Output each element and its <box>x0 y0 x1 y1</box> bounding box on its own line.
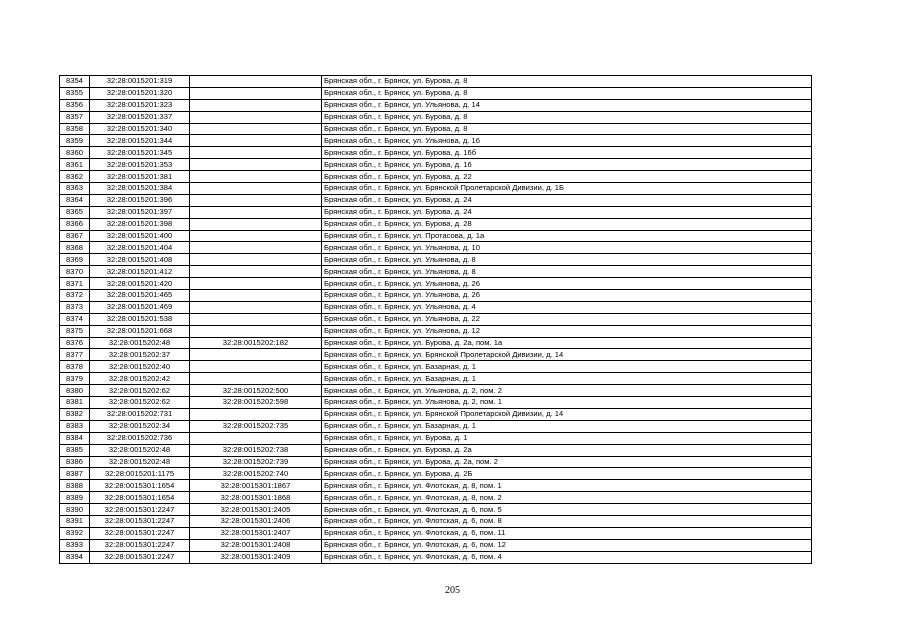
cadastral-number-cell: 32:28:0015201:465 <box>90 290 190 302</box>
address-cell: Брянская обл., г. Брянск, ул. Бурова, д. 8 <box>322 111 812 123</box>
address-cell: Брянская обл., г. Брянск, ул. Базарная, д. 1 <box>322 420 812 432</box>
table-row <box>60 171 812 183</box>
row-number-cell: 8393 <box>60 539 90 551</box>
row-number-cell: 8369 <box>60 254 90 266</box>
address-cell: Брянская обл., г. Брянск, ул. Брянской Пролетарской Дивизии, д. 14 <box>322 408 812 420</box>
property-table-body <box>60 76 812 564</box>
address-cell: Брянская обл., г. Брянск, ул. Брянской Пролетарской Дивизии, д. 14 <box>322 349 812 361</box>
table-row <box>60 432 812 444</box>
table-row <box>60 349 812 361</box>
row-number-cell: 8370 <box>60 266 90 278</box>
address-cell: Брянская обл., г. Брянск, ул. Бурова, д. 8 <box>322 123 812 135</box>
row-number-cell: 8363 <box>60 183 90 195</box>
table-row <box>60 444 812 456</box>
address-cell: Брянская обл., г. Брянск, ул. Ульянова, д. 26 <box>322 278 812 290</box>
cadastral-number-cell: 32:28:0015201:469 <box>90 301 190 313</box>
address-cell: Брянская обл., г. Брянск, ул. Ульянова, д. 8 <box>322 254 812 266</box>
cadastral-number-cell: 32:28:0015301:2247 <box>90 504 190 516</box>
building-number-cell <box>190 254 322 266</box>
building-number-cell <box>190 325 322 337</box>
row-number-cell: 8391 <box>60 515 90 527</box>
table-row <box>60 361 812 373</box>
table-row <box>60 468 812 480</box>
building-number-cell <box>190 206 322 218</box>
row-number-cell: 8387 <box>60 468 90 480</box>
address-cell: Брянская обл., г. Брянск, ул. Ульянова, д. 10 <box>322 242 812 254</box>
row-number-cell: 8365 <box>60 206 90 218</box>
cadastral-number-cell: 32:28:0015202:736 <box>90 432 190 444</box>
building-number-cell: 32:28:0015301:1868 <box>190 492 322 504</box>
cadastral-number-cell: 32:28:0015201:400 <box>90 230 190 242</box>
address-cell: Брянская обл., г. Брянск, ул. Бурова, д. 2а, пом. 2 <box>322 456 812 468</box>
address-cell: Брянская обл., г. Брянск, ул. Ульянова, д. 8 <box>322 266 812 278</box>
address-cell: Брянская обл., г. Брянск, ул. Ульянова, д. 16 <box>322 135 812 147</box>
row-number-cell: 8373 <box>60 301 90 313</box>
cadastral-number-cell: 32:28:0015201:538 <box>90 313 190 325</box>
table-row <box>60 456 812 468</box>
row-number-cell: 8354 <box>60 76 90 88</box>
building-number-cell <box>190 99 322 111</box>
address-cell: Брянская обл., г. Брянск, ул. Бурова, д. 8 <box>322 87 812 99</box>
table-row <box>60 397 812 409</box>
cadastral-number-cell: 32:28:0015201:668 <box>90 325 190 337</box>
row-number-cell: 8392 <box>60 527 90 539</box>
building-number-cell: 32:28:0015202:739 <box>190 456 322 468</box>
table-row <box>60 385 812 397</box>
address-cell: Брянская обл., г. Брянск, ул. Базарная, д. 1 <box>322 361 812 373</box>
table-row <box>60 135 812 147</box>
row-number-cell: 8376 <box>60 337 90 349</box>
cadastral-number-cell: 32:28:0015201:337 <box>90 111 190 123</box>
cadastral-number-cell: 32:28:0015201:340 <box>90 123 190 135</box>
row-number-cell: 8359 <box>60 135 90 147</box>
row-number-cell: 8358 <box>60 123 90 135</box>
building-number-cell: 32:28:0015301:2408 <box>190 539 322 551</box>
row-number-cell: 8394 <box>60 551 90 563</box>
table-row <box>60 290 812 302</box>
building-number-cell <box>190 278 322 290</box>
row-number-cell: 8375 <box>60 325 90 337</box>
cadastral-number-cell: 32:28:0015201:323 <box>90 99 190 111</box>
cadastral-number-cell: 32:28:0015301:2247 <box>90 515 190 527</box>
row-number-cell: 8355 <box>60 87 90 99</box>
address-cell: Брянская обл., г. Брянск, ул. Флотская, д. 6, пом. 4 <box>322 551 812 563</box>
building-number-cell: 32:28:0015301:1867 <box>190 480 322 492</box>
building-number-cell <box>190 301 322 313</box>
building-number-cell: 32:28:0015301:2409 <box>190 551 322 563</box>
row-number-cell: 8360 <box>60 147 90 159</box>
cadastral-number-cell: 32:28:0015202:62 <box>90 385 190 397</box>
address-cell: Брянская обл., г. Брянск, ул. Бурова, д. 24 <box>322 206 812 218</box>
cadastral-number-cell: 32:28:0015301:1654 <box>90 480 190 492</box>
row-number-cell: 8386 <box>60 456 90 468</box>
row-number-cell: 8368 <box>60 242 90 254</box>
address-cell: Брянская обл., г. Брянск, ул. Брянской Пролетарской Дивизии, д. 1Б <box>322 183 812 195</box>
row-number-cell: 8388 <box>60 480 90 492</box>
address-cell: Брянская обл., г. Брянск, ул. Бурова, д. 1 <box>322 432 812 444</box>
table-row <box>60 313 812 325</box>
address-cell: Брянская обл., г. Брянск, ул. Флотская, д. 6, пом. 5 <box>322 504 812 516</box>
cadastral-number-cell: 32:28:0015201:408 <box>90 254 190 266</box>
table-row <box>60 551 812 563</box>
row-number-cell: 8380 <box>60 385 90 397</box>
address-cell: Брянская обл., г. Брянск, ул. Бурова, д. 8 <box>322 76 812 88</box>
cadastral-number-cell: 32:28:0015202:40 <box>90 361 190 373</box>
building-number-cell <box>190 171 322 183</box>
building-number-cell <box>190 230 322 242</box>
address-cell: Брянская обл., г. Брянск, ул. Ульянова, д. 26 <box>322 290 812 302</box>
table-row <box>60 123 812 135</box>
cadastral-number-cell: 32:28:0015301:1654 <box>90 492 190 504</box>
cadastral-number-cell: 32:28:0015201:345 <box>90 147 190 159</box>
row-number-cell: 8362 <box>60 171 90 183</box>
table-row <box>60 99 812 111</box>
building-number-cell <box>190 123 322 135</box>
address-cell: Брянская обл., г. Брянск, ул. Флотская, д. 6, пом. 8 <box>322 515 812 527</box>
building-number-cell <box>190 159 322 171</box>
row-number-cell: 8372 <box>60 290 90 302</box>
address-cell: Брянская обл., г. Брянск, ул. Протасова, д. 1а <box>322 230 812 242</box>
building-number-cell <box>190 147 322 159</box>
building-number-cell <box>190 242 322 254</box>
page-number: 205 <box>445 585 460 596</box>
building-number-cell: 32:28:0015202:735 <box>190 420 322 432</box>
row-number-cell: 8378 <box>60 361 90 373</box>
table-row <box>60 301 812 313</box>
address-cell: Брянская обл., г. Брянск, ул. Бурова, д. 28 <box>322 218 812 230</box>
cadastral-number-cell: 32:28:0015201:420 <box>90 278 190 290</box>
row-number-cell: 8367 <box>60 230 90 242</box>
building-number-cell <box>190 194 322 206</box>
cadastral-number-cell: 32:28:0015201:398 <box>90 218 190 230</box>
cadastral-number-cell: 32:28:0015201:397 <box>90 206 190 218</box>
building-number-cell: 32:28:0015202:740 <box>190 468 322 480</box>
table-row <box>60 147 812 159</box>
cadastral-number-cell: 32:28:0015201:353 <box>90 159 190 171</box>
building-number-cell: 32:28:0015202:598 <box>190 397 322 409</box>
cadastral-number-cell: 32:28:0015201:412 <box>90 266 190 278</box>
row-number-cell: 8366 <box>60 218 90 230</box>
cadastral-number-cell: 32:28:0015202:34 <box>90 420 190 432</box>
row-number-cell: 8377 <box>60 349 90 361</box>
table-row <box>60 87 812 99</box>
row-number-cell: 8371 <box>60 278 90 290</box>
address-cell: Брянская обл., г. Брянск, ул. Бурова, д. 2а, пом. 1а <box>322 337 812 349</box>
building-number-cell <box>190 432 322 444</box>
row-number-cell: 8361 <box>60 159 90 171</box>
cadastral-number-cell: 32:28:0015301:2247 <box>90 551 190 563</box>
table-row <box>60 254 812 266</box>
table-row <box>60 408 812 420</box>
address-cell: Брянская обл., г. Брянск, ул. Бурова, д. 16б <box>322 147 812 159</box>
building-number-cell <box>190 290 322 302</box>
cadastral-number-cell: 32:28:0015201:1175 <box>90 468 190 480</box>
building-number-cell <box>190 87 322 99</box>
row-number-cell: 8379 <box>60 373 90 385</box>
address-cell: Брянская обл., г. Брянск, ул. Бурова, д. 2а <box>322 444 812 456</box>
building-number-cell: 32:28:0015202:182 <box>190 337 322 349</box>
cadastral-number-cell: 32:28:0015301:2247 <box>90 539 190 551</box>
row-number-cell: 8364 <box>60 194 90 206</box>
table-row <box>60 159 812 171</box>
table-row <box>60 480 812 492</box>
cadastral-number-cell: 32:28:0015201:320 <box>90 87 190 99</box>
cadastral-number-cell: 32:28:0015202:37 <box>90 349 190 361</box>
table-row <box>60 242 812 254</box>
building-number-cell <box>190 266 322 278</box>
cadastral-number-cell: 32:28:0015201:384 <box>90 183 190 195</box>
cadastral-number-cell: 32:28:0015202:48 <box>90 444 190 456</box>
cadastral-number-cell: 32:28:0015301:2247 <box>90 527 190 539</box>
row-number-cell: 8357 <box>60 111 90 123</box>
address-cell: Брянская обл., г. Брянск, ул. Ульянова, д. 2, пом. 2 <box>322 385 812 397</box>
cadastral-number-cell: 32:28:0015202:48 <box>90 337 190 349</box>
building-number-cell <box>190 361 322 373</box>
table-row <box>60 183 812 195</box>
property-table <box>59 75 812 564</box>
table-row <box>60 325 812 337</box>
table-row <box>60 337 812 349</box>
table-row <box>60 539 812 551</box>
address-cell: Брянская обл., г. Брянск, ул. Ульянова, д. 12 <box>322 325 812 337</box>
row-number-cell: 8385 <box>60 444 90 456</box>
table-row <box>60 230 812 242</box>
address-cell: Брянская обл., г. Брянск, ул. Базарная, д. 1 <box>322 373 812 385</box>
table-row <box>60 492 812 504</box>
address-cell: Брянская обл., г. Брянск, ул. Флотская, д. 8, пом. 2 <box>322 492 812 504</box>
table-row <box>60 278 812 290</box>
building-number-cell <box>190 76 322 88</box>
building-number-cell: 32:28:0015202:500 <box>190 385 322 397</box>
cadastral-number-cell: 32:28:0015202:42 <box>90 373 190 385</box>
row-number-cell: 8389 <box>60 492 90 504</box>
building-number-cell <box>190 183 322 195</box>
table-row <box>60 420 812 432</box>
address-cell: Брянская обл., г. Брянск, ул. Бурова, д. 2Б <box>322 468 812 480</box>
row-number-cell: 8381 <box>60 397 90 409</box>
cadastral-number-cell: 32:28:0015202:731 <box>90 408 190 420</box>
address-cell: Брянская обл., г. Брянск, ул. Ульянова, д. 14 <box>322 99 812 111</box>
building-number-cell <box>190 349 322 361</box>
address-cell: Брянская обл., г. Брянск, ул. Флотская, д. 6, пом. 11 <box>322 527 812 539</box>
cadastral-number-cell: 32:28:0015201:404 <box>90 242 190 254</box>
table-row <box>60 218 812 230</box>
table-row <box>60 527 812 539</box>
table-row <box>60 111 812 123</box>
building-number-cell <box>190 135 322 147</box>
cadastral-number-cell: 32:28:0015201:344 <box>90 135 190 147</box>
row-number-cell: 8390 <box>60 504 90 516</box>
table-row <box>60 194 812 206</box>
table-row <box>60 76 812 88</box>
address-cell: Брянская обл., г. Брянск, ул. Флотская, д. 8, пом. 1 <box>322 480 812 492</box>
table-row <box>60 266 812 278</box>
building-number-cell: 32:28:0015301:2407 <box>190 527 322 539</box>
table-row <box>60 373 812 385</box>
address-cell: Брянская обл., г. Брянск, ул. Флотская, д. 6, пом. 12 <box>322 539 812 551</box>
row-number-cell: 8382 <box>60 408 90 420</box>
address-cell: Брянская обл., г. Брянск, ул. Бурова, д. 22 <box>322 171 812 183</box>
building-number-cell: 32:28:0015301:2405 <box>190 504 322 516</box>
building-number-cell: 32:28:0015301:2406 <box>190 515 322 527</box>
row-number-cell: 8384 <box>60 432 90 444</box>
building-number-cell <box>190 313 322 325</box>
building-number-cell <box>190 111 322 123</box>
address-cell: Брянская обл., г. Брянск, ул. Бурова, д. 16 <box>322 159 812 171</box>
building-number-cell: 32:28:0015202:738 <box>190 444 322 456</box>
cadastral-number-cell: 32:28:0015201:381 <box>90 171 190 183</box>
cadastral-number-cell: 32:28:0015201:396 <box>90 194 190 206</box>
table-row <box>60 504 812 516</box>
table-row <box>60 515 812 527</box>
building-number-cell <box>190 408 322 420</box>
address-cell: Брянская обл., г. Брянск, ул. Ульянова, д. 4 <box>322 301 812 313</box>
address-cell: Брянская обл., г. Брянск, ул. Ульянова, д. 22 <box>322 313 812 325</box>
table-row <box>60 206 812 218</box>
address-cell: Брянская обл., г. Брянск, ул. Ульянова, д. 2, пом. 1 <box>322 397 812 409</box>
building-number-cell <box>190 373 322 385</box>
row-number-cell: 8383 <box>60 420 90 432</box>
cadastral-number-cell: 32:28:0015202:48 <box>90 456 190 468</box>
address-cell: Брянская обл., г. Брянск, ул. Бурова, д. 24 <box>322 194 812 206</box>
cadastral-number-cell: 32:28:0015202:62 <box>90 397 190 409</box>
building-number-cell <box>190 218 322 230</box>
cadastral-number-cell: 32:28:0015201:319 <box>90 76 190 88</box>
row-number-cell: 8374 <box>60 313 90 325</box>
row-number-cell: 8356 <box>60 99 90 111</box>
